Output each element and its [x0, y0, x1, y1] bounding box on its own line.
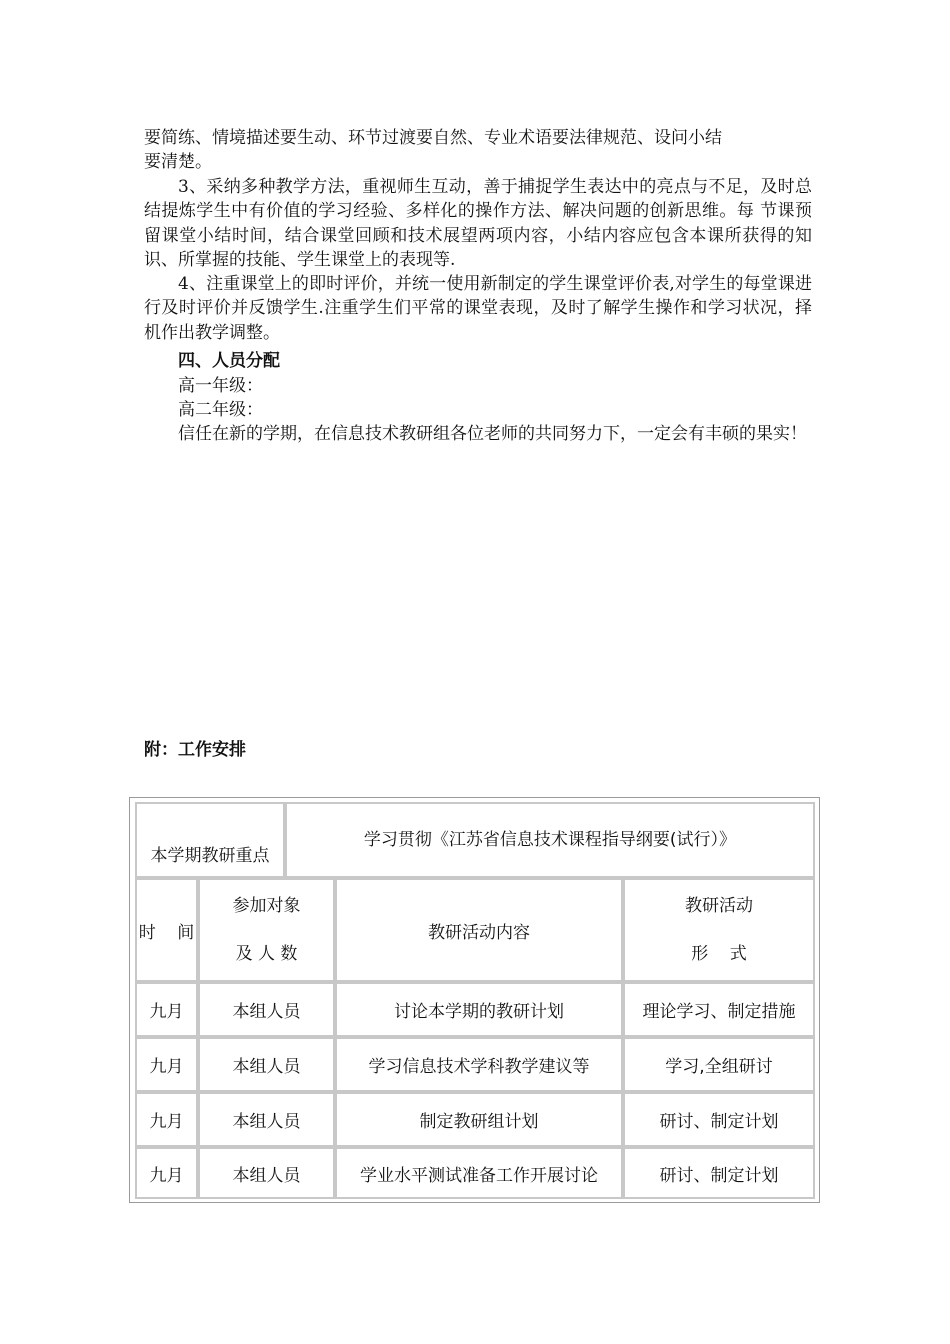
row-1-form: 理论学习、制定措施 [623, 982, 815, 1037]
focus-value-cell: 学习贯彻《江苏省信息技术课程指导纲要(试行）》 [285, 802, 815, 878]
paragraph-continuation [144, 126, 812, 175]
row-3-participants: 本组人员 [198, 1092, 335, 1147]
row-3-form: 研讨、制定计划 [623, 1092, 815, 1147]
header-time [135, 878, 198, 982]
row-4-content: 学业水平测试准备工作开展讨论 [335, 1147, 623, 1199]
row-4-form: 研讨、制定计划 [623, 1147, 815, 1199]
paragraph-item-4: 4、注重课堂上的即时评价，并统一使用新制定的学生课堂评价表,对学生的每堂课进行及时评价并反馈学生.注重学生们平常的课堂表现，及时了解学生操作和学习状况，择机作出教学调整。 [144, 274, 812, 343]
header-participants-line2: 及 人 数 [235, 944, 298, 964]
grade-1-line: 高一年级： [178, 376, 263, 396]
row-1-content: 讨论本学期的教研计划 [335, 982, 623, 1037]
work-schedule-table [129, 797, 820, 1203]
row-2-form: 学习,全组研讨 [623, 1037, 815, 1092]
row-2-time: 九月 [135, 1037, 198, 1092]
header-participants-line1: 参加对象 [232, 896, 301, 916]
closing-paragraph: 信任在新的学期，在信息技术教研组各位老师的共同努力下，一定会有丰硕的果实！ [178, 424, 807, 444]
header-time-label: 时 间 [138, 922, 195, 943]
focus-label-cell: 本学期教研重点 [135, 802, 285, 878]
header-participants [198, 878, 335, 982]
paragraph-item-3: 3、采纳多种教学方法，重视师生互动，善于捕捉学生表达中的亮点与不足，及时总结提炼学生中有价值的学习经验、多样化的操作方法、解决问题的创新思维。每 节课预留课堂小结时间，结合课堂回顾和技术展望两项内容，小结内容应包含本课所获得的知识、所掌握的技能、学生课堂上的表现等. [144, 177, 812, 270]
row-1-participants: 本组人员 [198, 982, 335, 1037]
header-form-line2: 形 式 [691, 944, 747, 964]
row-2-content: 学习信息技术学科教学建议等 [335, 1037, 623, 1092]
appendix-title: 附：工作安排 [144, 740, 246, 760]
row-3-time: 九月 [135, 1092, 198, 1147]
header-form-line1: 教研活动 [685, 896, 753, 916]
row-3-content: 制定教研组计划 [335, 1092, 623, 1147]
row-4-time: 九月 [135, 1147, 198, 1199]
section-heading: 四、人员分配 [178, 351, 280, 371]
header-content: 教研活动内容 [335, 878, 623, 982]
header-form [623, 878, 815, 982]
row-1-time: 九月 [135, 982, 198, 1037]
row-4-participants: 本组人员 [198, 1147, 335, 1199]
paragraph-line: 要清楚。 [144, 152, 212, 173]
grade-2-line: 高二年级： [178, 400, 263, 420]
paragraph-line: 要简练、情境描述要生动、环节过渡要自然、专业术语要法律规范、设问小结 [144, 128, 722, 148]
row-2-participants: 本组人员 [198, 1037, 335, 1092]
